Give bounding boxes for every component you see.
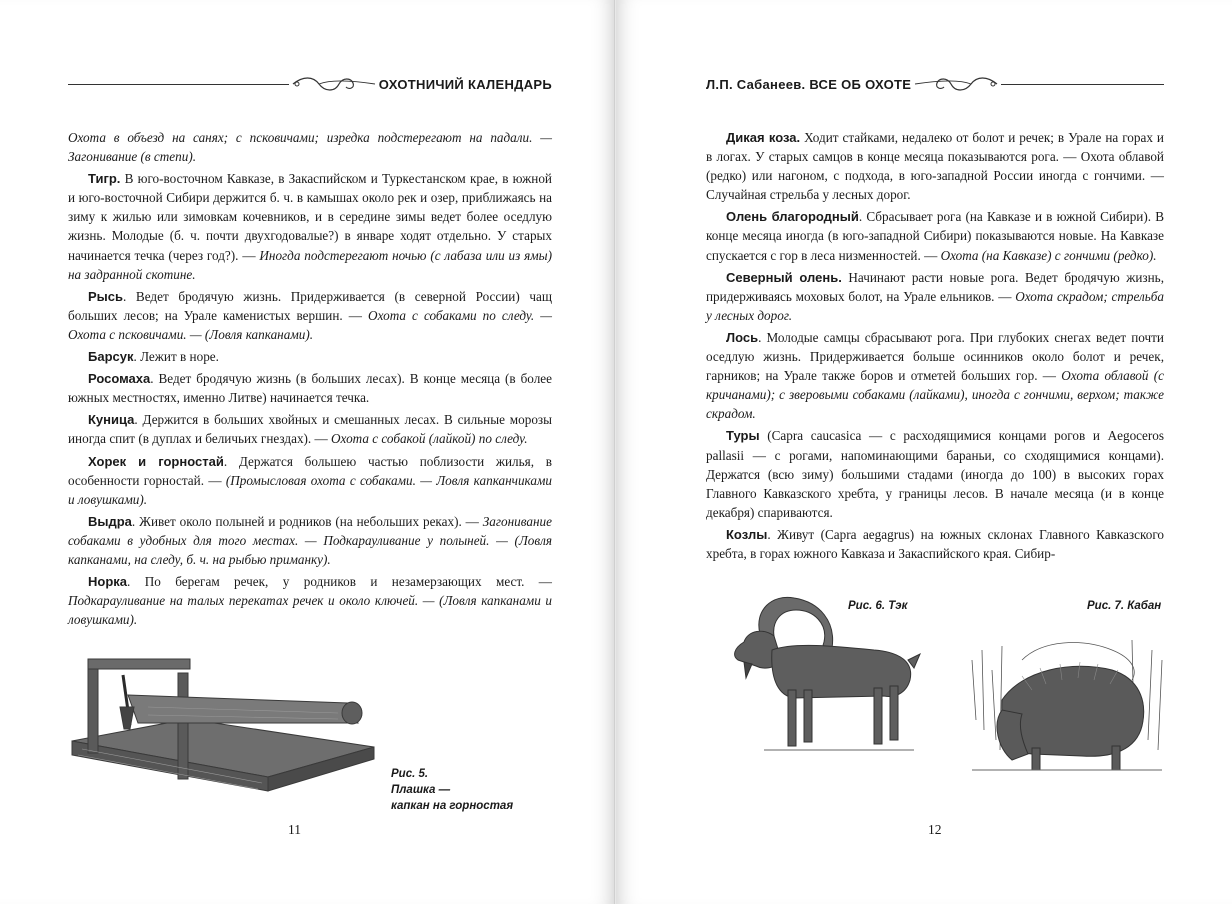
entry-name: Тигр. <box>88 171 121 187</box>
entry-text: . Живут (Capra aegagrus) на южных склонах Главного Кавказского хребта, в горах южного Кавказа и Закаспийского края. Сибир- <box>706 526 1164 561</box>
left-page-number: 11 <box>288 822 301 837</box>
entry-text: . Держится в больших хвойных и смешанных лесах. В сильные морозы иногда спит (в дуплах и беличьих гнездах). — <box>68 412 552 447</box>
right-body-text <box>706 128 1164 563</box>
entry-name: Росомаха <box>88 371 151 387</box>
entry-hunting: Охота скрадом; стрельба у лесных дорог. <box>706 288 1164 323</box>
entry-marten <box>68 410 552 448</box>
entry-text: . Держатся большею частью поблизости жилья, в особенности горностай. — <box>68 453 552 488</box>
entry-text: . Сбрасывает рога (на Кавказе и в южной Сибири). В конце месяца иногда (в юго-западной Сибири) показываются новые. На Кавказе спускается с гор в леса низменностей. — <box>706 209 1165 263</box>
entry-hunting: Охота (на Кавказе) с гончими (редко). <box>940 247 1157 263</box>
entry-text: . Живет около полыней и родников (на небольших реках). — <box>131 513 483 529</box>
entry-reindeer <box>706 268 1164 325</box>
entry-name: Барсук <box>88 349 134 365</box>
intro-text: Охота в объезд на санях; с псковичами; изредка подстерегают на падали. — Загонивание (в степи). <box>68 130 552 165</box>
entry-hunting: Охота с собаками по следу. — Охота с псковичами. — (Ловля капканами). <box>68 307 552 342</box>
caption-line: Плашка — <box>391 784 451 796</box>
entry-red-deer <box>706 207 1164 264</box>
entry-hunting: Иногда подстерегают ночью (с лабаза или из ямы) на задранной скотине. <box>68 247 552 282</box>
entry-tur <box>706 426 1164 521</box>
flourish-ornament-icon <box>911 74 1001 94</box>
entry-hunting: Подкарауливание на талых перекатах речек и около ключей. — (Ловля капканами и ловушками). <box>68 593 552 628</box>
entry-text: Начинают расти новые рога. Ведет бродячую жизнь, придерживаясь моховых болот, на Урале ельников. — <box>706 269 1164 304</box>
entry-hunting: Загонивание собаками в удобных для того местах. — Подкарауливание у полыней. — (Ловля капканами, на следу, б. ч. на рыбью приманку). <box>68 513 552 567</box>
right-page <box>616 0 1232 904</box>
entry-name: Выдра <box>88 513 132 529</box>
entry-text: . Молодые самцы сбрасывают рога. При глубоких снегах ведет почти оседлую жизнь. Придерживается больше осинников около болот и речек, гарников; на Урале также боров и отметей больших гор. — <box>706 329 1164 384</box>
right-page-number: 12 <box>928 822 942 837</box>
figure5-caption <box>391 766 513 814</box>
right-header-title: Л.П. Сабанеев. ВСЕ ОБ ОХОТЕ <box>706 76 912 92</box>
entry-mink <box>68 572 552 629</box>
entry-text: Ходит стайками, недалеко от болот и речек; в Урале на горах и в логах. У старых самцов в конце месяца показываются рога. — Охота облавой (редко) или нагоном, с подхода, в юго-западной России иногда с гончими. — Случайная стрельба у лесных дорог. <box>706 130 1164 203</box>
entry-name: Хорек и горностай <box>88 453 224 469</box>
entry-name: Куница <box>88 412 135 428</box>
entry-name: Рысь <box>88 288 123 304</box>
entry-text: . Лежит в норе. <box>133 349 219 365</box>
left-header-title: ОХОТНИЧИЙ КАЛЕНДАРЬ <box>378 76 552 92</box>
intro-paragraph <box>68 128 552 166</box>
trap-illustration-icon <box>68 655 378 805</box>
entry-name: Туры <box>726 428 760 444</box>
flourish-ornament-icon <box>289 74 379 94</box>
entry-goats <box>706 525 1164 563</box>
entry-otter <box>68 512 552 569</box>
left-running-header <box>68 72 552 96</box>
entry-name: Дикая коза. <box>726 130 801 145</box>
entry-name: Козлы <box>726 526 768 542</box>
entry-name: Лось <box>726 329 759 345</box>
entry-name: Норка <box>88 574 128 590</box>
entry-name: Олень благородный <box>726 209 859 225</box>
entry-lynx <box>68 287 552 344</box>
entry-wolverine <box>68 369 552 407</box>
entry-hunting: Охота облавой (с кричанами); с зверовыми собаками (лайками), иногда с гончими, верхом; также скрадом. <box>706 368 1164 422</box>
entry-ferret-ermine <box>68 452 552 509</box>
entry-text: В юго-восточном Кавказе, в Закаспийском и Туркестанском крае, в южной и юго-восточной Сибири держится б. ч. в камышах около рек и озер, приближаясь на зиму к жилью или зимовкам кочевников, и в середине зимы ведет более оседлую жизнь. Молодые (б. ч. почти двухгодовалые?) в январе ходят отдельно. У старых начинается течка (через год?). — <box>68 171 552 263</box>
entry-roe-deer <box>706 128 1164 204</box>
left-body-text <box>68 128 552 629</box>
figure7-caption: Рис. 7. Кабан <box>1087 600 1162 612</box>
entry-text: . По берегам речек, у родников и незамерзающих мест. — <box>127 574 552 590</box>
entry-tiger <box>68 169 552 284</box>
entry-name: Северный олень. <box>726 269 842 285</box>
left-page <box>0 0 615 904</box>
entry-elk <box>706 328 1164 423</box>
entry-text: . Ведет бродячую жизнь. Придерживается (в северной России) чащ больших лесов; на Урале каменистых вершин. — <box>68 288 552 323</box>
entry-badger <box>68 347 552 366</box>
entry-hunting: (Промысловая охота с собаками. — Ловля капканчиками и ловушками). <box>68 472 552 507</box>
figure6-caption: Рис. 6. Тэк <box>848 600 908 612</box>
caption-line: капкан на горностая <box>391 800 514 812</box>
right-running-header <box>706 72 1164 96</box>
header-rule <box>1001 84 1164 85</box>
entry-hunting: Охота с собакой (лайкой) по следу. <box>331 431 528 447</box>
entry-text: . Ведет бродячую жизнь (в больших лесах). В конце месяца (в более южных местностях, именно Литве) начинается течка. <box>68 371 552 406</box>
header-rule <box>68 84 289 85</box>
entry-text: (Capra caucasica — с расходящимися концами рогов и Aegoceros pallasii — с рогами, напоминающими бараньи, со сходящимися концами). Держатся (всю зиму) большими стадами (иногда до 100) в высоких горах Главного Кавказского хребта, у границы лесов. В начале месяца (и в конце декабря) спариваются. <box>706 428 1164 520</box>
ibex-illustration-icon <box>724 590 924 770</box>
boar-illustration-icon <box>962 630 1172 790</box>
caption-line: Рис. 5. <box>391 768 429 780</box>
